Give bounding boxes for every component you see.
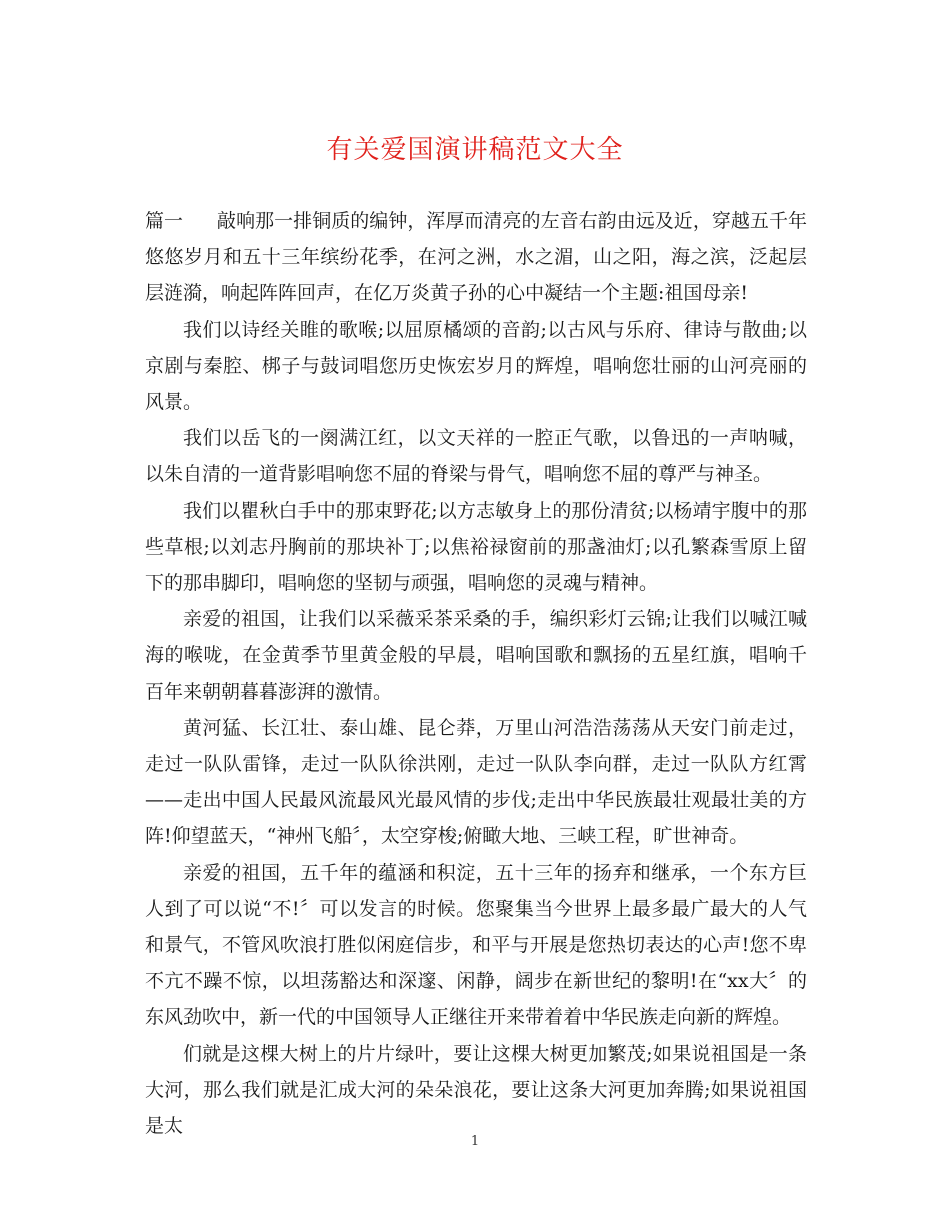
page-number: 1: [470, 1134, 480, 1149]
paragraph-3: 我们以岳飞的一阕满江红，以文天祥的一腔正气歌，以鲁迅的一声呐喊，以朱自清的一道背影唱响您不屈的脊梁与骨气，唱响您不屈的尊严与神圣。: [145, 427, 807, 486]
document-body: [145, 203, 807, 1144]
paragraph-4: 我们以瞿秋白手中的那束野花;以方志敏身上的那份清贫;以杨靖宇腹中的那些草根;以刘志丹胸前的那块补丁;以焦裕禄窗前的那盏油灯;以孔繁森雪原上留下的那串脚印，唱响您的坚韧与顽强，唱响您的灵魂与精神。: [145, 499, 807, 595]
paragraph-2: 我们以诗经关睢的歌喉;以屈原橘颂的音韵;以古风与乐府、律诗与散曲;以京剧与秦腔、梆子与鼓词唱您历史恢宏岁月的辉煌，唱响您壮丽的山河亮丽的风景。: [145, 318, 807, 414]
paragraph-1: [145, 203, 807, 312]
paragraph-8: 们就是这棵大树上的片片绿叶，要让这棵大树更加繁茂;如果说祖国是一条大河，那么我们就是汇成大河的朵朵浪花，要让这条大河更加奔腾;如果说祖国是太: [145, 1042, 807, 1138]
paragraph-6: 黄河猛、长江壮、泰山雄、昆仑莽，万里山河浩浩荡荡从天安门前走过，走过一队队雷锋，走过一队队徐洪刚，走过一队队李向群，走过一队队方红霄——走出中国人民最风流最风光最风情的步伐;走出中华民族最壮观最壮美的方阵!仰望蓝天，“神州飞船〞，太空穿梭;俯瞰大地、三峡工程，旷世神奇。: [145, 716, 807, 848]
paragraph-7: 亲爱的祖国，五千年的蕴涵和积淀，五十三年的扬弃和继承，一个东方巨人到了可以说“不!〞可以发言的时候。您聚集当今世界上最多最广最大的人气和景气，不管风吹浪打胜似闲庭信步，和平与开展是您热切表达的心声!您不卑不亢不躁不惊，以坦荡豁达和深邃、闲静，阔步在新世纪的黎明!在“xx大〞的东风劲吹中，新一代的中国领导人正继往开来带着着中华民族走向新的辉煌。: [145, 861, 807, 1029]
document-title: 有关爱国演讲稿范文大全: [326, 135, 624, 165]
section-label: 篇一: [145, 210, 184, 232]
paragraph-5: 亲爱的祖国，让我们以采薇采茶采桑的手，编织彩灯云锦;让我们以喊江喊海的喉咙，在金黄季节里黄金般的早晨，唱响国歌和飘扬的五星红旗，唱响千百年来朝朝暮暮澎湃的激情。: [145, 608, 807, 703]
paragraph-1-text: 敲响那一排铜质的编钟，浑厚而清亮的左音右韵由远及近，穿越五千年悠悠岁月和五十三年缤纷花季，在河之洲，水之湄，山之阳，海之滨，泛起层层涟漪，响起阵阵回声，在亿万炎黄子孙的心中凝结一个主题:祖国母亲!: [145, 210, 807, 305]
